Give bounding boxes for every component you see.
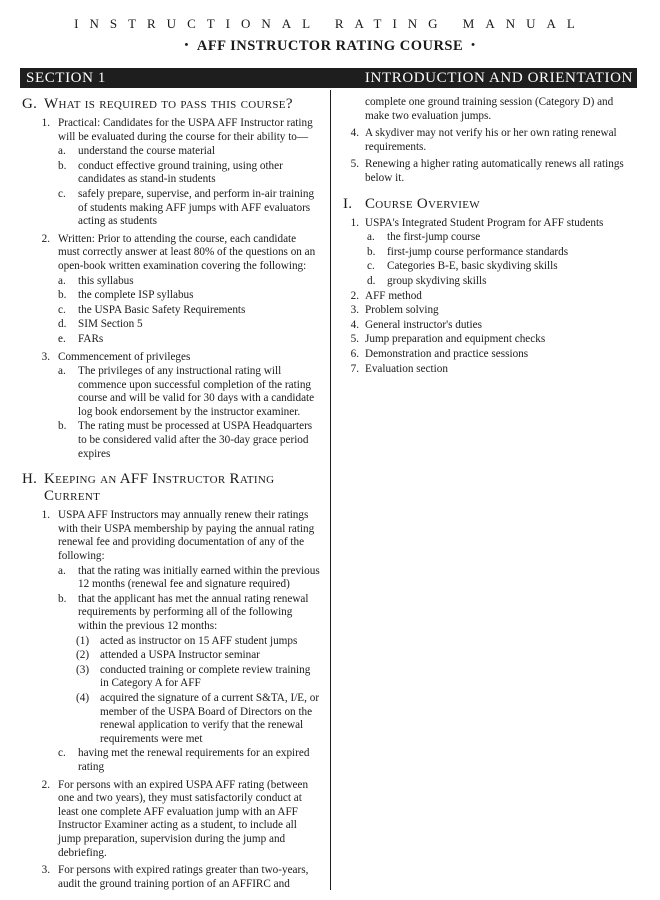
h-item-3-continued: complete one ground training session (Category D) and make two evaluation jumps. xyxy=(365,96,614,122)
h-item-1b-1: (1) acted as instructor on 15 AFF student jumps xyxy=(76,634,298,647)
h-item-5: 5. Renewing a higher rating automatically renews all ratings below it. xyxy=(350,158,624,184)
column-divider xyxy=(330,90,331,890)
course-title-text: AFF INSTRUCTOR RATING COURSE xyxy=(196,38,464,54)
h-item-1b-4: (4) acquired the signature of a current S&TA, I/E, or member of the USPA Board of Directors on the renewal application to verify that the renewal requirements were met xyxy=(76,691,320,745)
section-i-heading: I. Course Overview xyxy=(343,195,480,212)
h-item-1b: b. that the applicant has met the annual rating renewal requirements by performing all of the following within the previous 12 months: xyxy=(58,592,309,632)
h-item-1b-3: (3) conducted training or complete review training in Category A for AFF xyxy=(76,663,311,690)
g-item-2d: d. SIM Section 5 xyxy=(58,318,143,331)
i-item-5: 5. Jump preparation and equipment checks xyxy=(350,333,546,346)
g-item-3a: a. The privileges of any instructional rating will commence upon successful completion of the rating course and will be valid for 30 days with a candidate log book endorsement by the instructor examiner. xyxy=(58,365,315,418)
g-item-2a: a. this syllabus xyxy=(58,274,134,287)
h-item-1: 1. USPA AFF Instructors may annually renew their ratings with their USPA membership by paying the annual rating renewal fee and providing documentation of any of the following: xyxy=(41,509,315,563)
i-item-6: 6. Demonstration and practice sessions xyxy=(350,347,529,360)
bullet-right: • xyxy=(471,39,476,51)
section-g-heading: G. What is required to pass this course? xyxy=(22,96,293,112)
left-column xyxy=(22,96,320,892)
bullet-left: • xyxy=(184,39,189,51)
g-item-3b: b. The rating must be processed at USPA Headquarters to be considered valid after the 30-day grace period expires xyxy=(58,420,313,460)
i-item-1: 1. USPA's Integrated Student Program for AFF students xyxy=(350,216,604,229)
i-item-1c: c. Categories B-E, basic skydiving skills xyxy=(367,260,558,273)
g-item-1c: c. safely prepare, supervise, and perform in-air training of students making AFF jumps with AFF evaluators acting as students xyxy=(58,187,315,228)
manual-title: INSTRUCTIONAL RATING MANUAL xyxy=(74,16,586,31)
g-item-2: 2. Written: Prior to attending the course, each candidate must correctly answer at least 80% of the questions on an open-book written examination covering the following: xyxy=(41,232,316,272)
i-item-1a: a. the first-jump course xyxy=(367,231,481,244)
g-item-2c: c. the USPA Basic Safety Requirements xyxy=(58,303,246,316)
h-item-4: 4. A skydiver may not verify his or her own rating renewal requirements. xyxy=(350,127,617,153)
h-item-1a: a. that the rating was initially earned within the previous 12 months (renewal fee and signature required) xyxy=(58,564,320,591)
h-item-1c: c. having met the renewal requirements for an expired rating xyxy=(58,747,310,773)
section-title: INTRODUCTION AND ORIENTATION xyxy=(364,70,633,86)
g-item-1a: a. understand the course material xyxy=(58,145,215,158)
section-bar xyxy=(20,68,637,88)
i-item-7: 7. Evaluation section xyxy=(350,362,448,375)
i-item-2: 2. AFF method xyxy=(350,289,422,302)
g-item-3: 3. Commencement of privileges xyxy=(41,350,191,363)
section-h-heading: H. Keeping an AFF Instructor Rating Current xyxy=(22,471,275,505)
right-column xyxy=(343,96,628,377)
course-title xyxy=(0,38,660,55)
g-item-1: 1. Practical: Candidates for the USPA AFF Instructor rating will be evaluated during the course for their ability to— xyxy=(41,117,313,143)
i-item-1d: d. group skydiving skills xyxy=(367,274,487,287)
i-item-1b: b. first-jump course performance standards xyxy=(367,245,569,258)
h-item-1b-2: (2) attended a USPA Instructor seminar xyxy=(76,649,260,662)
h-item-2: 2. For persons with an expired USPA AFF rating (between one and two years), they must satisfactorily conduct at least one complete AFF evaluation jump with an AFF Instructor Examiner acting as a student, to include all jump preparation, supervision during the jump and debriefing. xyxy=(41,778,309,859)
h-item-3: 3. For persons with expired ratings greater than two-years, audit the ground training portion of an AFFIRC and xyxy=(41,864,309,890)
section-number: SECTION 1 xyxy=(26,70,106,86)
i-item-4: 4. General instructor's duties xyxy=(350,318,482,331)
g-item-1b: b. conduct effective ground training, using other candidates as stand-in students xyxy=(58,159,283,186)
g-item-2b: b. the complete ISP syllabus xyxy=(58,289,194,302)
i-item-3: 3. Problem solving xyxy=(350,304,439,317)
g-item-2e: e. FARs xyxy=(58,332,104,345)
